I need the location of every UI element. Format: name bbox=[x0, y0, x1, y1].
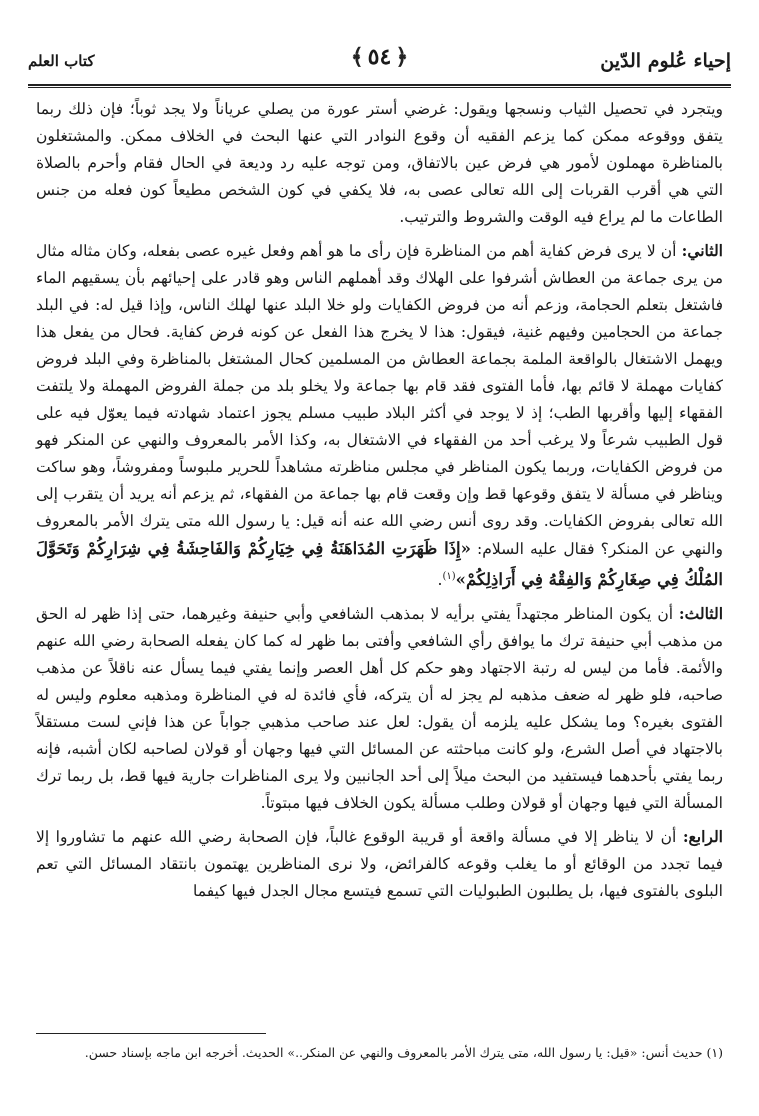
paragraph-text: أن يكون المناظر مجتهداً يفتي برأيه لا بمذهب الشافعي وأبي حنيفة وغيرهما، حتى إذا ظهر له الحق من مذهب أبي حنيفة ترك ما يوافق رأي الشافعي وأفتى بما ظهر له كما كان يفعله الصحابة رضي الله عنهم والأئمة. فأما من ليس له رتبة الاجتهاد وهو حكم كل أهل العصر وإنما يفتي فيما يسأل عنه ناقلاً عن مذهب صاحبه، فلو ظهر له ضعف مذهبه لم يجز له أن يتركه، فأي فائدة له في المناظرة ومذهبه معلوم وليس له الفتوى بغيره؟ وما يشكل عليه يلزمه أن يقول: لعل عند صاحب مذهبي جواباً عن هذا فإني لست مستقلاً بالاجتهاد في أصل الشرع، ولو كانت مباحثته عن المسائل التي فيها وجهان أو قولان لصاحبه لكان أشبه، فإنه ربما يفتي بأحدهما فيستفيد من البحث ميلاً إلى أحد الجانبين ولا يرى المناظرات جارية فيها قط، بل ربما ترك المسألة التي فيها وجهان أو قولان وطلب مسألة يكون الخلاف فيها مبتوتاً. bbox=[36, 605, 723, 813]
paragraph-second: الثاني: أن لا يرى فرض كفاية أهم من المناظرة فإن رأى ما هو أهم وفعل غيره عصى بفعله، وكان مثاله مثال من يرى جماعة من العطاش أشرفوا على الهلاك وقد أهملهم الناس وهو قادر على إحيائهم بأن يسقيهم الماء فاشتغل بتعلم الحجامة، وزعم أنه من فروض الكفايات ولو خلا البلد عنها لهلك الناس، وإذا قيل له: في البلد جماعة من الحجامين وفيهم غنية، فيقول: هذا لا يخرج هذا الفعل عن كونه فرض كفاية. فحال من يفعل هذا ويهمل الاشتغال بالواقعة الملمة بجماعة العطاش من المسلمين كحال المشتغل بالمناظرة وفي البلد فروض كفايات مهملة لا قائم بها، فأما الفتوى فقد قام بها جماعة ولا يخلو بلد من جملة الفروض المهملة ولا يلتفت الفقهاء إليها وأقربها الطب؛ إذ لا يوجد في أكثر البلاد طبيب مسلم يجوز اعتماد شهادته فيما يعوّل فيه على قول الطبيب شرعاً ولا يرغب أحد من الفقهاء في الاشتغال به، وكذا الأمر بالمعروف والنهي عن المنكر فهو من فروض الكفايات، وربما يكون المناظر في مجلس مناظرته مشاهداً للحرير ملبوساً ومفروشاً، وهو ساكت ويناظر في مسألة لا يتفق وقوعها قط وإن وقعت قام بها جماعة من الفقهاء، ثم يزعم أنه يريد أن يتقرب إلى الله تعالى بفروض الكفايات. وقد روى أنس رضي الله عنه أنه قيل: يا رسول الله متى يترك الأمر بالمعروف والنهي عن المنكر؟ فقال عليه السلام: «إِذَا ظَهَرَتِ المُدَاهَنَةُ فِي خِيَارِكُمْ وَالفَاحِشَةُ فِي شِرَارِكُمْ وَتَحَوَّلَ المُلْكُ فِي صِغَارِكُمْ وَالفِقْهُ فِي أَرَاذِلِكُمْ»$^{(١)}$. bbox=[36, 241, 723, 590]
page-number-value: ٥٤ bbox=[367, 44, 392, 70]
paragraph-lead: الثاني: bbox=[681, 241, 723, 260]
ornament-right-icon: ﴾ bbox=[350, 44, 364, 70]
paragraph-intro bbox=[36, 96, 723, 231]
page-header bbox=[28, 40, 731, 84]
footnote-text: حديث أنس: «قيل: يا رسول الله، متى يترك الأمر بالمعروف والنهي عن المنكر..» الحديث. أخرجه ابن ماجه بإسناد حسن. bbox=[84, 1045, 703, 1060]
paragraph-text: أن لا يرى فرض كفاية أهم من المناظرة فإن رأى ما هو أهم وفعل غيره عصى بفعله، وكان مثاله مثال من يرى جماعة من العطاش أشرفوا على الهلاك وقد أهملهم الناس وهو قادر على إحيائهم بأن يسقيهم الماء فاشتغل بتعلم الحجامة، وزعم أنه من فروض الكفايات ولو خلا البلد عنها لهلك الناس، وإذا قيل له: في البلد جماعة من الحجامين وفيهم غنية، فيقول: هذا لا يخرج هذا الفعل عن كونه فرض كفاية. فحال من يفعل هذا ويهمل الاشتغال بالواقعة الملمة بجماعة العطاش من المسلمين كحال المشتغل بالمناظرة وفي البلد فروض كفايات مهملة لا قائم بها، فأما الفتوى فقد قام بها جماعة ولا يخلو بلد من جملة الفروض المهملة ولا يلتفت الفقهاء إليها وأقربها الطب؛ إذ لا يوجد في أكثر البلاد طبيب مسلم يجوز اعتماد شهادته فيما يعوّل فيه على قول الطبيب شرعاً ولا يرغب أحد من الفقهاء في الاشتغال به، وكذا الأمر بالمعروف والنهي عن المنكر فهو من فروض الكفايات، وربما يكون المناظر في مجلس مناظرته مشاهداً للحرير ملبوساً ومفروشاً، وهو ساكت ويناظر في مسألة لا يتفق وقوعها قط وإن وقعت قام بها جماعة من الفقهاء، ثم يزعم أنه يريد أن يتقرب إلى الله تعالى بفروض الكفايات. وقد روى أنس رضي الله عنه أنه قيل: يا رسول الله متى يترك الأمر بالمعروف والنهي عن المنكر؟ فقال عليه السلام: bbox=[36, 242, 723, 558]
paragraph-lead: الثالث: bbox=[678, 604, 723, 624]
footnote-marker[interactable]: (١) bbox=[442, 571, 456, 582]
page-number bbox=[347, 44, 412, 70]
hadith-quote: «إِذَا ظَهَرَتِ المُدَاهَنَةُ فِي خِيَارِكُمْ وَالفَاحِشَةُ فِي شِرَارِكُمْ وَتَحَوَّلَ المُلْكُ فِي صِغَارِكُمْ وَالفِقْهُ فِي أَرَاذِلِكُمْ» bbox=[36, 539, 723, 590]
paragraph-text: أن لا يناظر إلا في مسألة واقعة أو قريبة الوقوع غالباً، فإن الصحابة رضي الله عنهم ما تشاوروا إلا فيما تجدد من الوقائع أو ما يغلب وقوعه كالفرائض، ولا نرى المناظرين يهتمون بانتقاد المسائل التي تعم البلوى بالفتوى فيها، بل يطلبون الطبوليات التي تسمع فيتسع مجال الجدل فيها كيفما bbox=[36, 828, 723, 901]
page-body bbox=[36, 96, 723, 911]
header-divider-thin bbox=[28, 87, 731, 88]
ornament-left-icon: ﴿ bbox=[395, 44, 409, 70]
header-divider bbox=[28, 84, 731, 86]
paragraph-fourth bbox=[36, 823, 723, 905]
footnote-divider bbox=[36, 1033, 266, 1034]
paragraph-lead: الرابع: bbox=[682, 827, 723, 847]
section-title: كتاب العلم bbox=[28, 52, 95, 70]
footnote-number: (١) bbox=[706, 1045, 723, 1060]
footnote bbox=[36, 1042, 723, 1064]
book-title: إحياء عُلوم الدّين bbox=[600, 50, 731, 72]
paragraph-text: ويتجرد في تحصيل الثياب ونسجها ويقول: غرضي أستر عورة من يصلي عرياناً ولا يجد ثوباً؛ فإن ذلك ربما يتفق ووقوعه ممكن كما يزعم الفقيه أن وقوع النوادر التي عنها البحث في الخلاف ممكن. والمشتغلون بالمناظرة مهملون لأمور هي فرض عين بالاتفاق، ومن توجه عليه رد وديعة في الحال فقام وأحرم بالصلاة التي هي أقرب القربات إلى الله تعالى عصى به، فلا يكفي في كون الشخص مطيعاً كون فعله من جنس الطاعات ما لم يراع فيه الوقت والشروط والترتيب. bbox=[36, 100, 723, 226]
paragraph-third bbox=[36, 600, 723, 817]
